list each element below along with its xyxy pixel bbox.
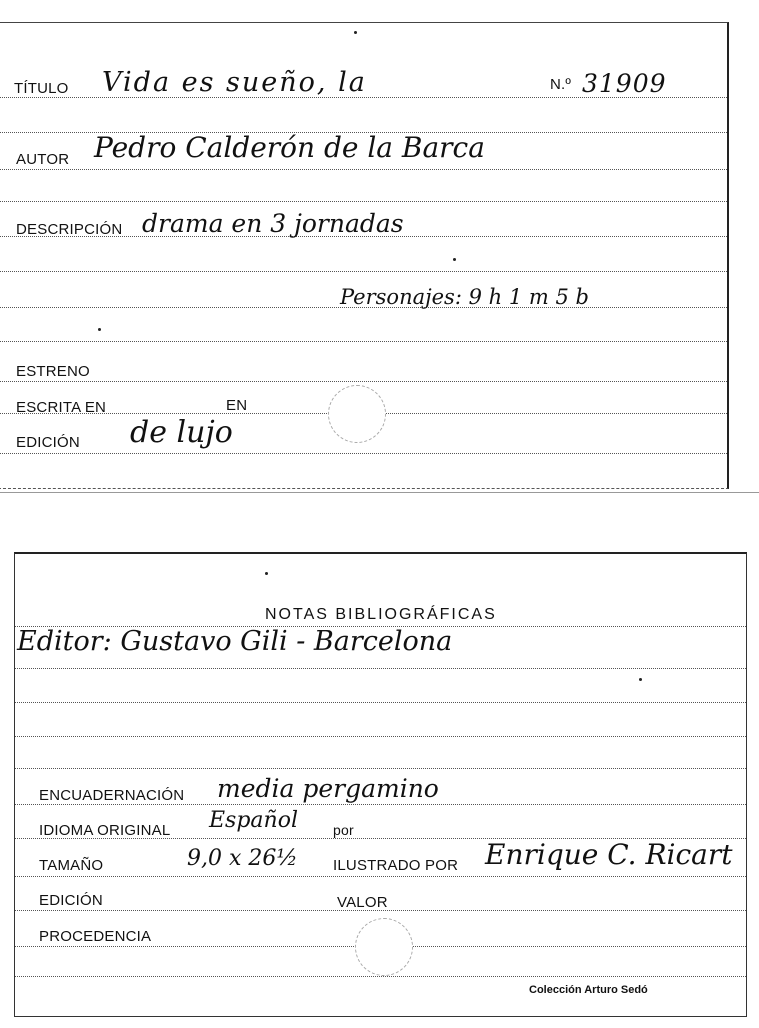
personajes-value: Personajes: 9 h 1 m 5 b — [340, 285, 589, 309]
edicion-label: EDICIÓN — [39, 892, 103, 909]
idioma-value: Español — [209, 808, 298, 833]
rule-line — [15, 804, 746, 805]
descripcion-label: DESCRIPCIÓN — [16, 221, 123, 238]
notes-value: Editor: Gustavo Gili - Barcelona — [17, 626, 453, 657]
rule-line — [0, 201, 727, 202]
autor-label: AUTOR — [16, 151, 70, 168]
speck — [354, 31, 357, 34]
titulo-label: TÍTULO — [14, 80, 69, 97]
numero-label: N.º — [550, 76, 572, 93]
valor-label: VALOR — [337, 894, 388, 911]
speck — [453, 258, 456, 261]
catalog-card-back — [14, 552, 747, 1017]
collection-credit: Colección Arturo Sedó — [529, 984, 648, 996]
descripcion-value: drama en 3 jornadas — [142, 209, 404, 238]
estreno-label: ESTRENO — [16, 363, 90, 380]
notes-heading: NOTAS BIBLIOGRÁFICAS — [265, 606, 497, 623]
edicion-value: de lujo — [130, 415, 233, 450]
rule-line — [15, 702, 746, 703]
procedencia-label: PROCEDENCIA — [39, 928, 152, 945]
escrita-en-label: ESCRITA EN — [16, 399, 107, 416]
idioma-label: IDIOMA ORIGINAL — [39, 822, 171, 839]
encuadernacion-value: media pergamino — [217, 774, 439, 803]
tamano-label: TAMAÑO — [39, 857, 104, 874]
por-label: por — [333, 822, 354, 838]
encuadernacion-label: ENCUADERNACIÓN — [39, 787, 185, 804]
ilustrado-label: ILUSTRADO POR — [333, 857, 459, 874]
speck — [98, 328, 101, 331]
rule-line — [0, 169, 727, 170]
rule-line — [0, 381, 727, 382]
en-label: EN — [226, 397, 248, 414]
catalog-card-front — [0, 22, 729, 489]
rule-line — [15, 976, 746, 977]
numero-value: 31909 — [582, 69, 667, 98]
rule-line — [0, 271, 727, 272]
speck — [265, 572, 268, 575]
punch-hole — [328, 385, 386, 443]
rule-line — [15, 768, 746, 769]
speck — [639, 678, 642, 681]
rule-line — [15, 668, 746, 669]
punch-hole — [355, 918, 413, 976]
autor-value: Pedro Calderón de la Barca — [94, 131, 485, 164]
ilustrado-value: Enrique C. Ricart — [485, 838, 733, 871]
rule-line — [0, 341, 727, 342]
rule-line — [15, 876, 746, 877]
tamano-value: 9,0 x 26½ — [187, 846, 298, 871]
card-separator — [0, 492, 759, 493]
titulo-value: Vida es sueño, la — [102, 67, 367, 98]
rule-line — [15, 736, 746, 737]
rule-line — [0, 453, 727, 454]
edicion-label: EDICIÓN — [16, 434, 80, 451]
